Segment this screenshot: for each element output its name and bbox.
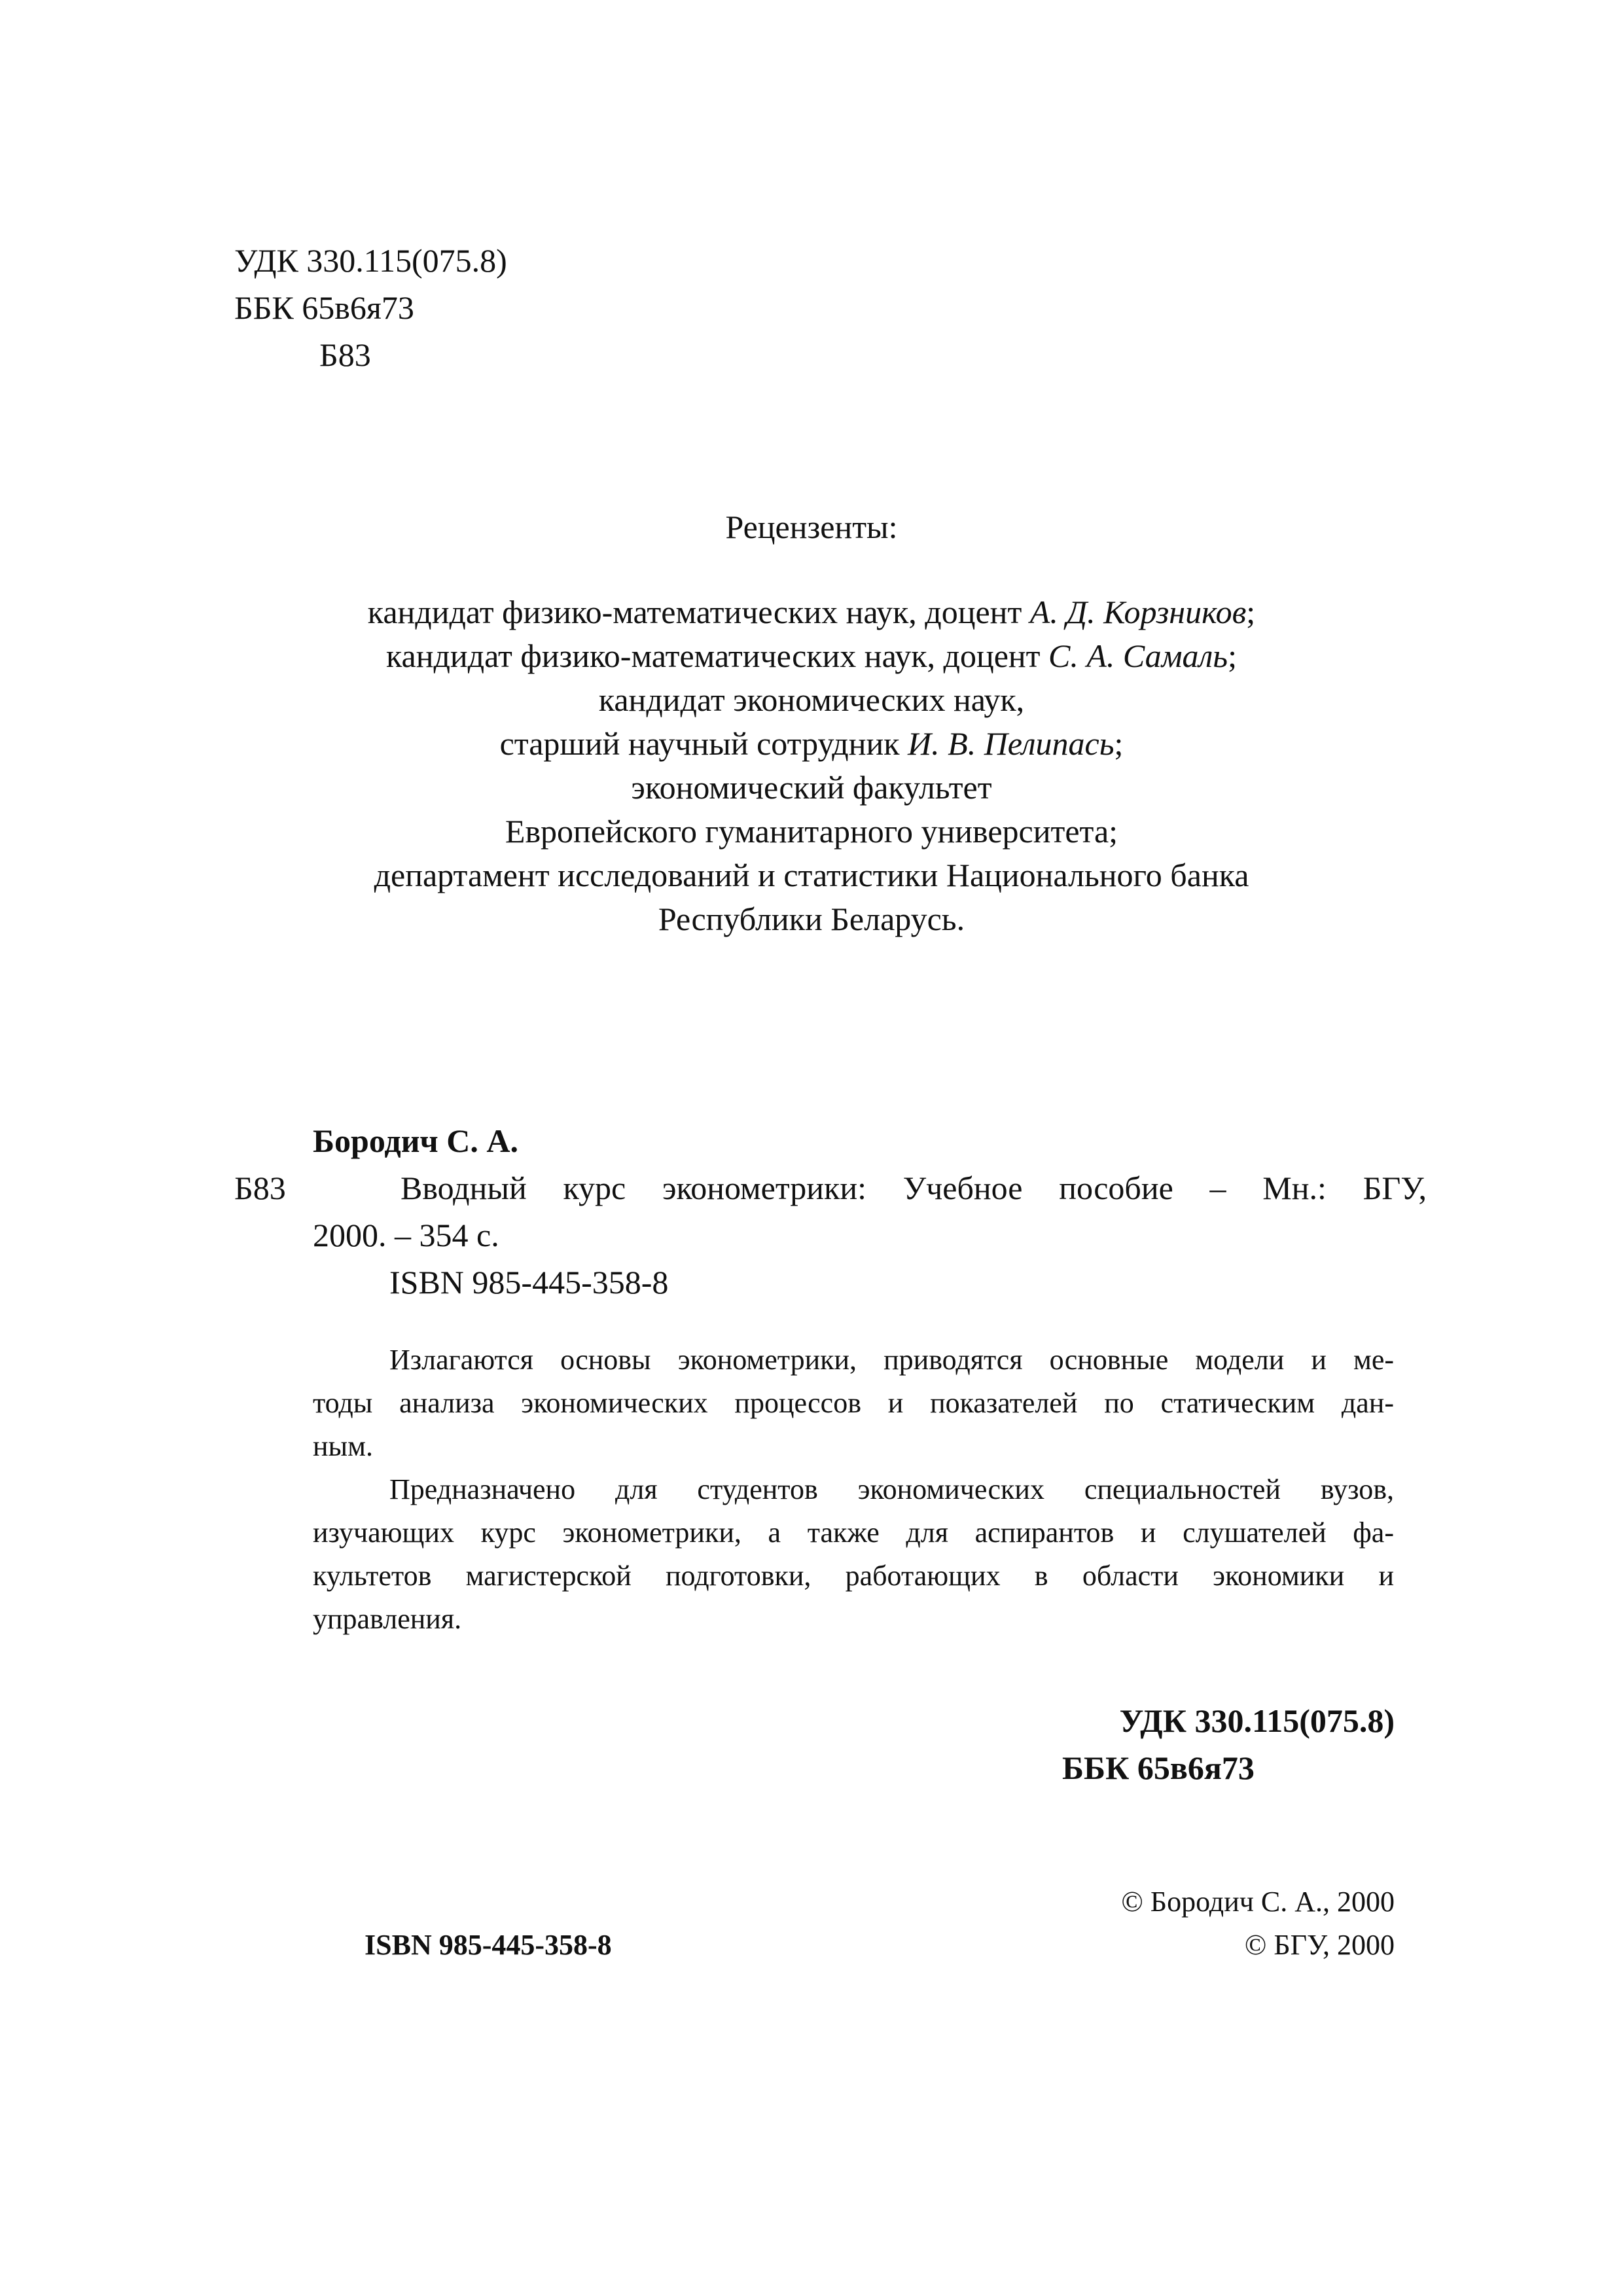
reviewer-line [0, 724, 1623, 763]
author-sign-code-top: Б83 [319, 336, 371, 373]
reviewer-line-tail: ; [1228, 637, 1237, 674]
reviewer-line [0, 855, 1623, 895]
udk-code-top: УДК 330.115(075.8) [234, 242, 507, 279]
reviewer-name: А. Д. Корзников [1029, 594, 1247, 630]
reviewer-line-tail: ; [1114, 725, 1124, 762]
annotation-line: Предназначено для студентов экономических специальностей вузов, [389, 1473, 1394, 1505]
reviewer-line-text: департамент исследований и статистики Национального банка [374, 857, 1249, 893]
reviewer-line-text: экономический факультет [631, 769, 992, 806]
reviewer-line [0, 768, 1623, 807]
reviewer-name: И. В. Пелипась [908, 725, 1115, 762]
reviewer-line [0, 680, 1623, 719]
reviewer-line-text: Европейского гуманитарного университета; [505, 813, 1118, 850]
author-sign-code: Б83 [234, 1170, 286, 1206]
author-heading: Бородич С. А. [313, 1122, 518, 1159]
bibliographic-description-continued: 2000. – 354 с. [313, 1217, 499, 1253]
copyright-publisher: © БГУ, 2000 [1244, 1929, 1395, 1961]
reviewer-line-text: старший научный сотрудник [499, 725, 908, 762]
reviewers-heading: Рецензенты: [725, 509, 898, 545]
bbk-code-bottom: ББК 65в6я73 [1062, 1749, 1255, 1786]
annotation-line: изучающих курс эконометрики, а также для аспирантов и слушателей фа- [313, 1516, 1394, 1549]
isbn-bottom: ISBN 985-445-358-8 [365, 1929, 612, 1961]
reviewer-line-text: Республики Беларусь. [658, 901, 965, 937]
reviewer-line [0, 592, 1623, 632]
bbk-code-top: ББК 65в6я73 [234, 289, 414, 326]
annotation-line: управления. [313, 1603, 462, 1635]
annotation-line: ным. [313, 1430, 373, 1462]
reviewer-line [0, 899, 1623, 939]
isbn-record: ISBN 985-445-358-8 [389, 1264, 669, 1300]
reviewer-name: С. А. Самаль [1048, 637, 1228, 674]
reviewer-line-text: кандидат экономических наук, [598, 681, 1025, 718]
reviewer-line [0, 636, 1623, 675]
reviewer-line-text: кандидат физико-математических наук, доцент [367, 594, 1030, 630]
annotation-line: Излагаются основы эконометрики, приводятся основные модели и ме- [389, 1344, 1394, 1376]
annotation-line: тоды анализа экономических процессов и показателей по статическим дан- [313, 1387, 1394, 1419]
reviewer-line-text: кандидат физико-математических наук, доцент [386, 637, 1049, 674]
annotation-line: культетов магистерской подготовки, работающих в области экономики и [313, 1560, 1394, 1592]
copyright-author: © Бородич С. А., 2000 [1121, 1886, 1395, 1918]
reviewer-line-tail: ; [1246, 594, 1256, 630]
reviewer-line [0, 812, 1623, 851]
udk-code-bottom: УДК 330.115(075.8) [1119, 1702, 1395, 1739]
bibliographic-description: Вводный курс эконометрики: Учебное пособие – Мн.: БГУ, [401, 1170, 1427, 1206]
